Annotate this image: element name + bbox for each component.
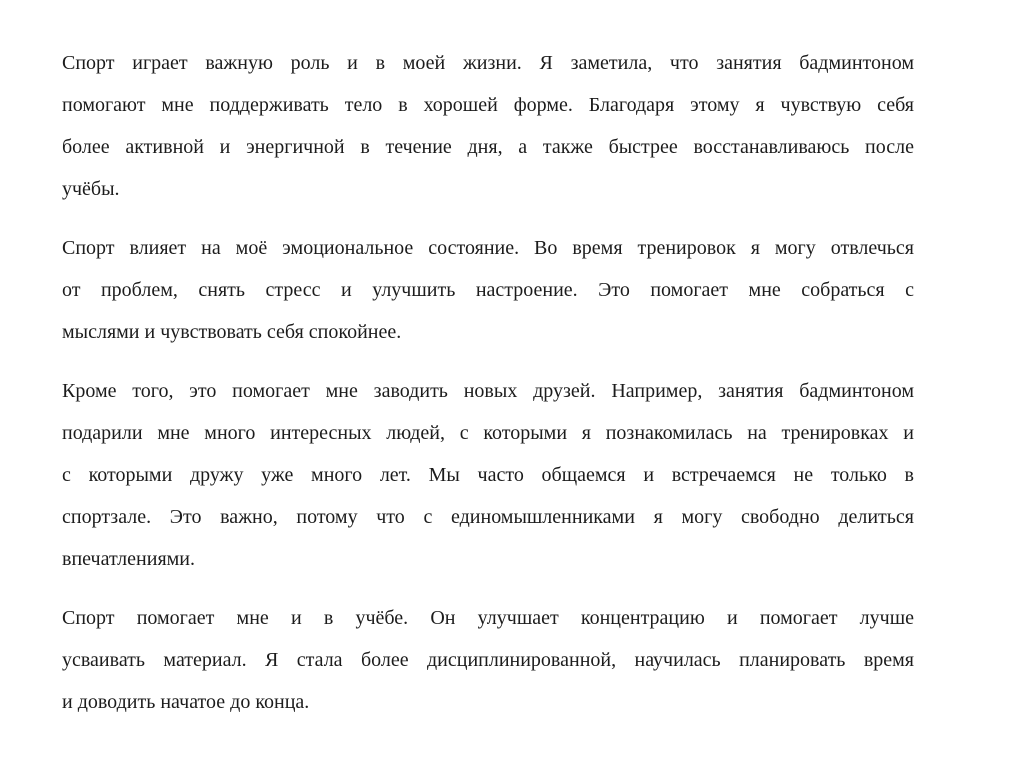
paragraph-4-line-3: и доводить начатое до конца. <box>62 691 310 713</box>
paragraph-1-line-4: учёбы. <box>62 178 120 200</box>
paragraph-1-line-1: Спорт играет важную роль и в моей жизни. Я заметила, что занятия бадминтоном <box>62 52 914 74</box>
paragraph-3-line-4: спортзале. Это важно, потому что с единомышленниками я могу свободно делиться <box>62 506 914 528</box>
paragraph-3-line-2: подарили мне много интересных людей, с которыми я познакомилась на тренировках и <box>62 422 914 444</box>
paragraph-4-line-1: Спорт помогает мне и в учёбе. Он улучшает концентрацию и помогает лучше <box>62 607 914 629</box>
paragraph-3-line-5: впечатлениями. <box>62 548 196 570</box>
paragraph-2-line-1: Спорт влияет на моё эмоциональное состояние. Во время тренировок я могу отвлечься <box>62 237 914 259</box>
paragraph-1-line-3: более активной и энергичной в течение дня, а также быстрее восстанавливаюсь после <box>62 136 914 158</box>
paragraph-3-line-1: Кроме того, это помогает мне заводить новых друзей. Например, занятия бадминтоном <box>62 380 914 402</box>
paragraph-2-line-2: от проблем, снять стресс и улучшить настроение. Это помогает мне собраться с <box>62 279 914 301</box>
paragraph-4-line-2: усваивать материал. Я стала более дисциплинированной, научилась планировать время <box>62 649 914 671</box>
paragraph-3-line-3: с которыми дружу уже много лет. Мы часто общаемся и встречаемся не только в <box>62 464 914 486</box>
paragraph-2-line-3: мыслями и чувствовать себя спокойнее. <box>62 321 402 343</box>
paragraph-1-line-2: помогают мне поддерживать тело в хорошей форме. Благодаря этому я чувствую себя <box>62 94 914 116</box>
